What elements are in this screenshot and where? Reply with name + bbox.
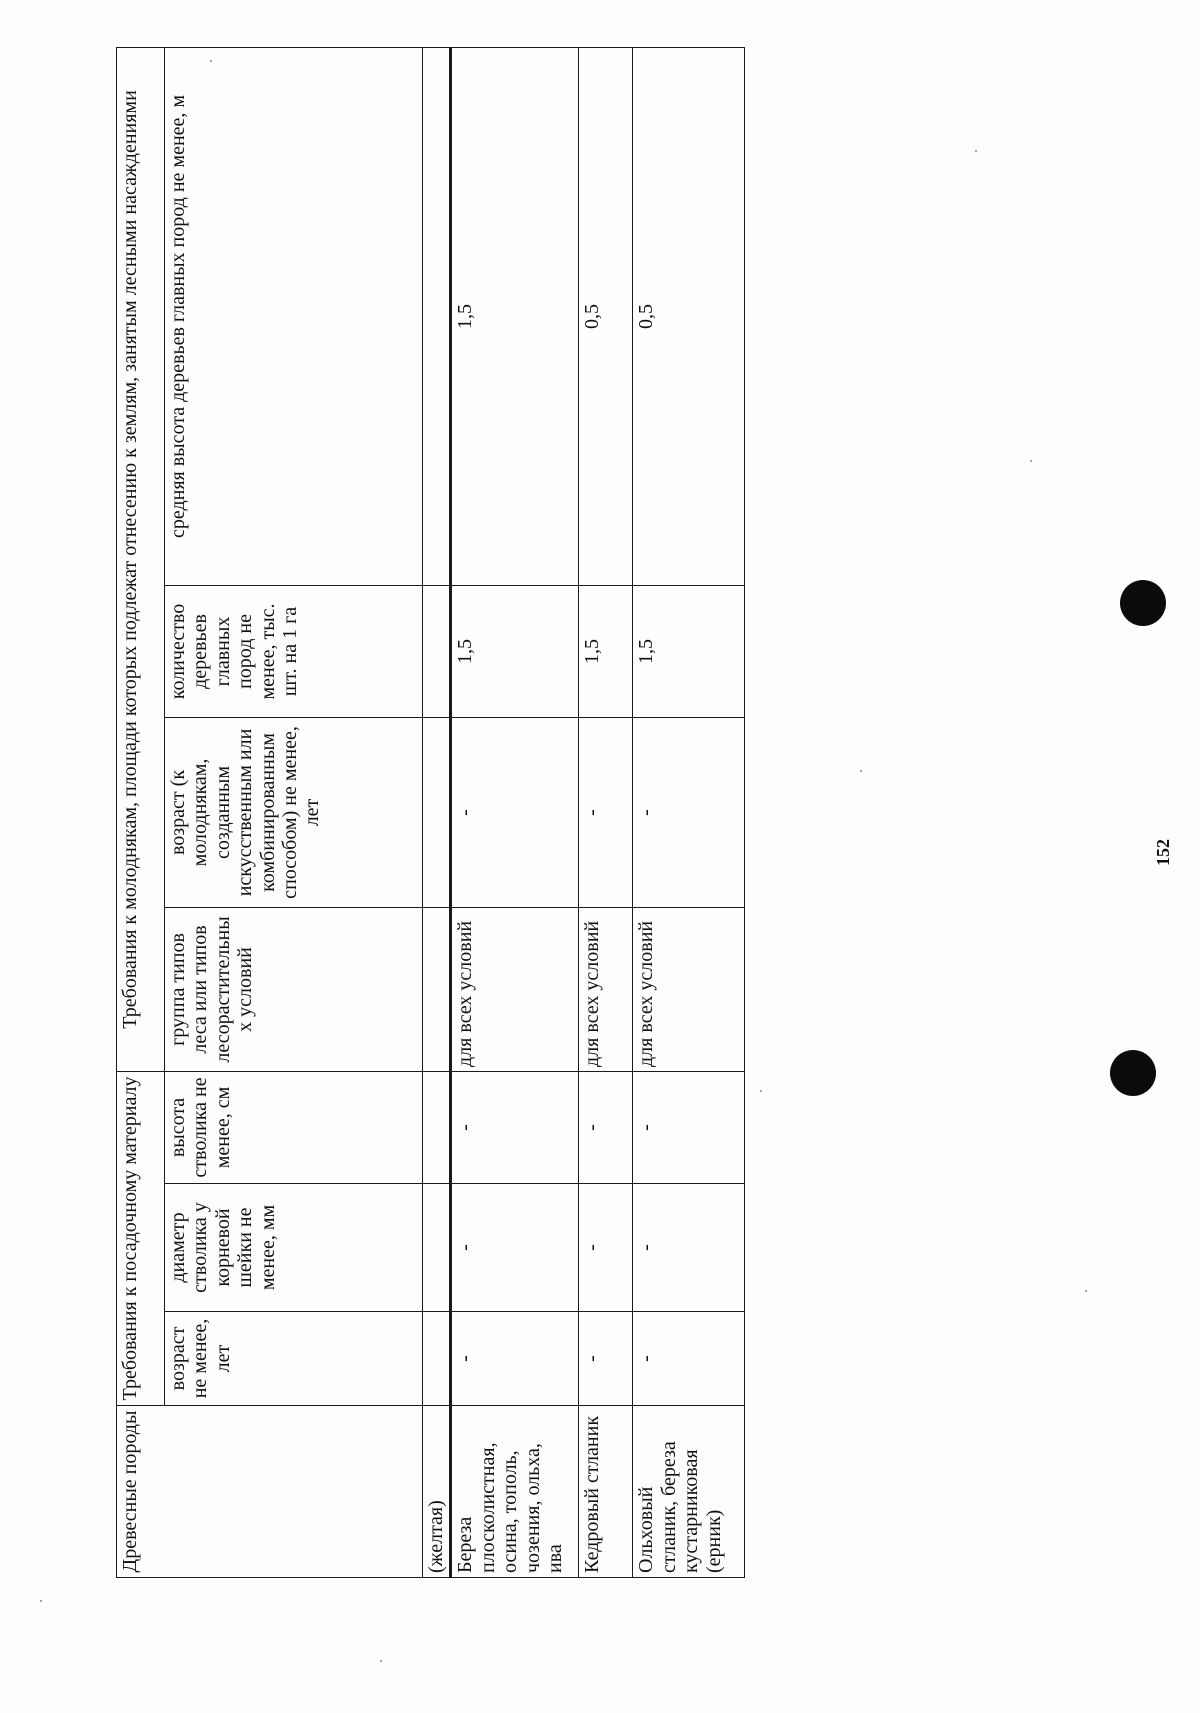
species-cell: Кедровый стланик [579,1406,633,1578]
count-cell: 1,5 [633,585,745,717]
scan-speck [380,1660,382,1662]
empty-cell [423,907,451,1071]
scan-speck [760,1090,762,1092]
species-header: Древесные породы [117,1406,423,1578]
height-cell: - [633,1071,745,1183]
table-row [633,47,745,1577]
empty-cell [423,1312,451,1406]
young-age-cell: - [579,717,633,907]
scan-speck [975,150,977,152]
diameter-cell: - [633,1184,745,1312]
table-row [579,47,633,1577]
diameter-cell: - [579,1184,633,1312]
requirements-table [116,47,745,1578]
scan-speck [1085,1290,1087,1292]
age-cell: - [579,1312,633,1406]
species-cell: Ольховый стланик, береза кустарниковая (ерник) [633,1406,745,1578]
scan-speck [40,1600,42,1602]
empty-cell [423,47,451,585]
young-age-cell: - [633,717,745,907]
young-age-header: возраст (к молоднякам, созданным искусственным или комбинированным способом) не менее, лет [165,717,423,907]
avg-height-cell: 0,5 [633,47,745,585]
forest-type-cell: для всех условий [451,907,579,1071]
avg-height-cell: 1,5 [451,47,579,585]
scan-speck [1030,460,1032,462]
punch-hole [1120,580,1166,626]
forest-type-cell: для всех условий [579,907,633,1071]
empty-cell [423,1071,451,1183]
empty-cell [423,1184,451,1312]
young-age-cell: - [451,717,579,907]
punch-hole [1110,1050,1156,1096]
species-cell: Береза плосколистная, осина, тополь, чозения, ольха, ива [451,1406,579,1578]
avg-height-header: средняя высота деревьев главных пород не менее, м [165,47,423,585]
species-cell: (желтая) [423,1406,451,1578]
height-cell: - [451,1071,579,1183]
forest-type-cell: для всех условий [633,907,745,1071]
count-cell: 1,5 [579,585,633,717]
count-cell: 1,5 [451,585,579,717]
diameter-header: диаметр стволика у корневой шейки не менее, мм [165,1184,423,1312]
scan-speck [860,770,862,772]
age-header: возраст не менее, лет [165,1312,423,1406]
height-cell: - [579,1071,633,1183]
empty-cell [423,585,451,717]
count-header: количество деревьев главных пород не менее, тыс. шт. на 1 га [165,585,423,717]
header-row-1 [117,47,165,1577]
page-number: 152 [1153,839,1173,866]
age-cell: - [633,1312,745,1406]
rotated-table-container [116,48,744,1578]
young-group-header: Требования к молоднякам, площади которых подлежат отнесению к землям, занятым лесными насаждениями [117,47,165,1071]
avg-height-cell: 0,5 [579,47,633,585]
diameter-cell: - [451,1184,579,1312]
header-row-2 [165,47,423,1577]
table-row [451,47,579,1577]
forest-type-header: группа типов леса или типов лесорастительных условий [165,907,423,1071]
age-cell: - [451,1312,579,1406]
continuation-row [423,47,451,1577]
empty-cell [423,717,451,907]
height-header: высота стволика не менее, см [165,1071,423,1183]
planting-group-header: Требования к посадочному материалу [117,1071,165,1405]
